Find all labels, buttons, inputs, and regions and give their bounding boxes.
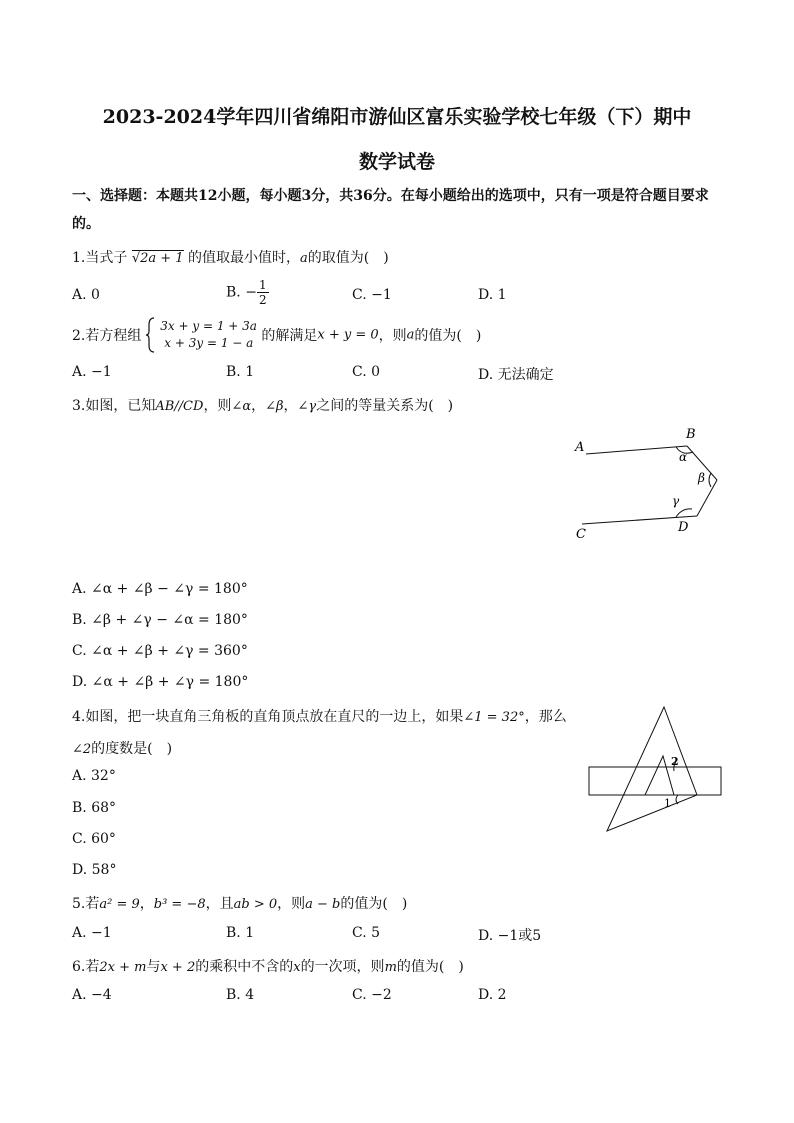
q2-system: 3x + y = 1 + 3a x + 3y = 1 − a [160,319,257,350]
brace-icon [146,317,156,353]
q3-option-a: A. ∠α + ∠β − ∠γ = 180° [72,581,248,597]
fig-label-c: C [576,527,586,542]
q4-option-c: C. 60° [72,831,116,847]
q4-option-d: D. 58° [72,862,117,878]
fig-label-alpha: α [679,450,688,464]
q5-option-d: D. −1或5 [478,928,542,944]
q4-option-b: B. 68° [72,800,117,816]
q2-option-d: D. 无法确定 [478,367,554,383]
question-3: 3.如图，已知AB//CD，则∠α，∠β，∠γ之间的等量关系为( ) [72,398,454,414]
q3-option-b: B. ∠β + ∠γ − ∠α = 180° [72,612,248,628]
q4-option-a: A. 32° [72,768,116,784]
q5-option-c: C. 5 [352,925,381,941]
q1-option-d: D. 1 [478,287,507,303]
title-line-1: 2023-2024学年四川省绵阳市游仙区富乐实验学校七年级（下）期中 [102,106,692,128]
question-2: 2.若方程组 3x + y = 1 + 3a x + 3y = 1 − a 的解满足x + y = 0，则a的值为( ) [72,317,481,353]
fig-label-d: D [678,520,689,535]
question-5: 5.若a² = 9，b³ = −8，且ab > 0，则a − b的值为( ) [72,896,408,912]
q6-option-d: D. 2 [478,987,507,1003]
fig-label-gamma: γ [672,494,680,508]
q3-figure [560,420,740,550]
q2-option-c: C. 0 [352,364,381,380]
q3-option-d: D. ∠α + ∠β + ∠γ = 180° [72,674,249,690]
q2-option-a: A. −1 [72,364,112,380]
q6-option-a: A. −4 [72,987,112,1003]
q6-option-c: C. −2 [352,987,392,1003]
q1-stem-mid: 的值取最小值时， [188,250,300,266]
title-line-2: 数学试卷 [358,151,435,173]
q4-figure [585,703,730,838]
fig-label-beta: β [698,471,705,485]
q1-option-a: A. 0 [72,287,100,303]
question-4-line-2: ∠2的度数是( ) [72,741,173,757]
section-heading: 一、选择题：本题共12小题，每小题3分，共36分。在每小题给出的选项中，只有一项是符合题目要求的。 [72,188,709,232]
q6-option-b: B. 4 [226,987,255,1003]
fig-label-b: B [686,427,696,442]
q1-var: a [300,251,308,266]
q1-stem-pre: 1.当式子 [72,250,128,266]
fig-label-2: 2 [671,755,679,768]
q1-expression: √2a + 1 [131,251,184,266]
question-4-line-1: 4.如图，把一块直角三角板的直角顶点放在直尺的一边上，如果∠1 = 32°，那么 [72,709,567,725]
q2-option-b: B. 1 [226,364,255,380]
fig-label-1: 1 [664,797,671,810]
q3-option-c: C. ∠α + ∠β + ∠γ = 360° [72,643,248,659]
q1-option-b: B. − $\frac{1}{2}$ [226,278,267,307]
q5-option-a: A. −1 [72,925,112,941]
q1-stem-post: 的取值为( ) [307,250,389,266]
fig-label-a: A [575,440,585,455]
q5-option-b: B. 1 [226,925,255,941]
q1-option-c: C. −1 [352,287,392,303]
question-6: 6.若2x + m与x + 2的乘积中不含的x的一次项，则m的值为( ) [72,959,464,975]
question-1 [72,247,389,267]
